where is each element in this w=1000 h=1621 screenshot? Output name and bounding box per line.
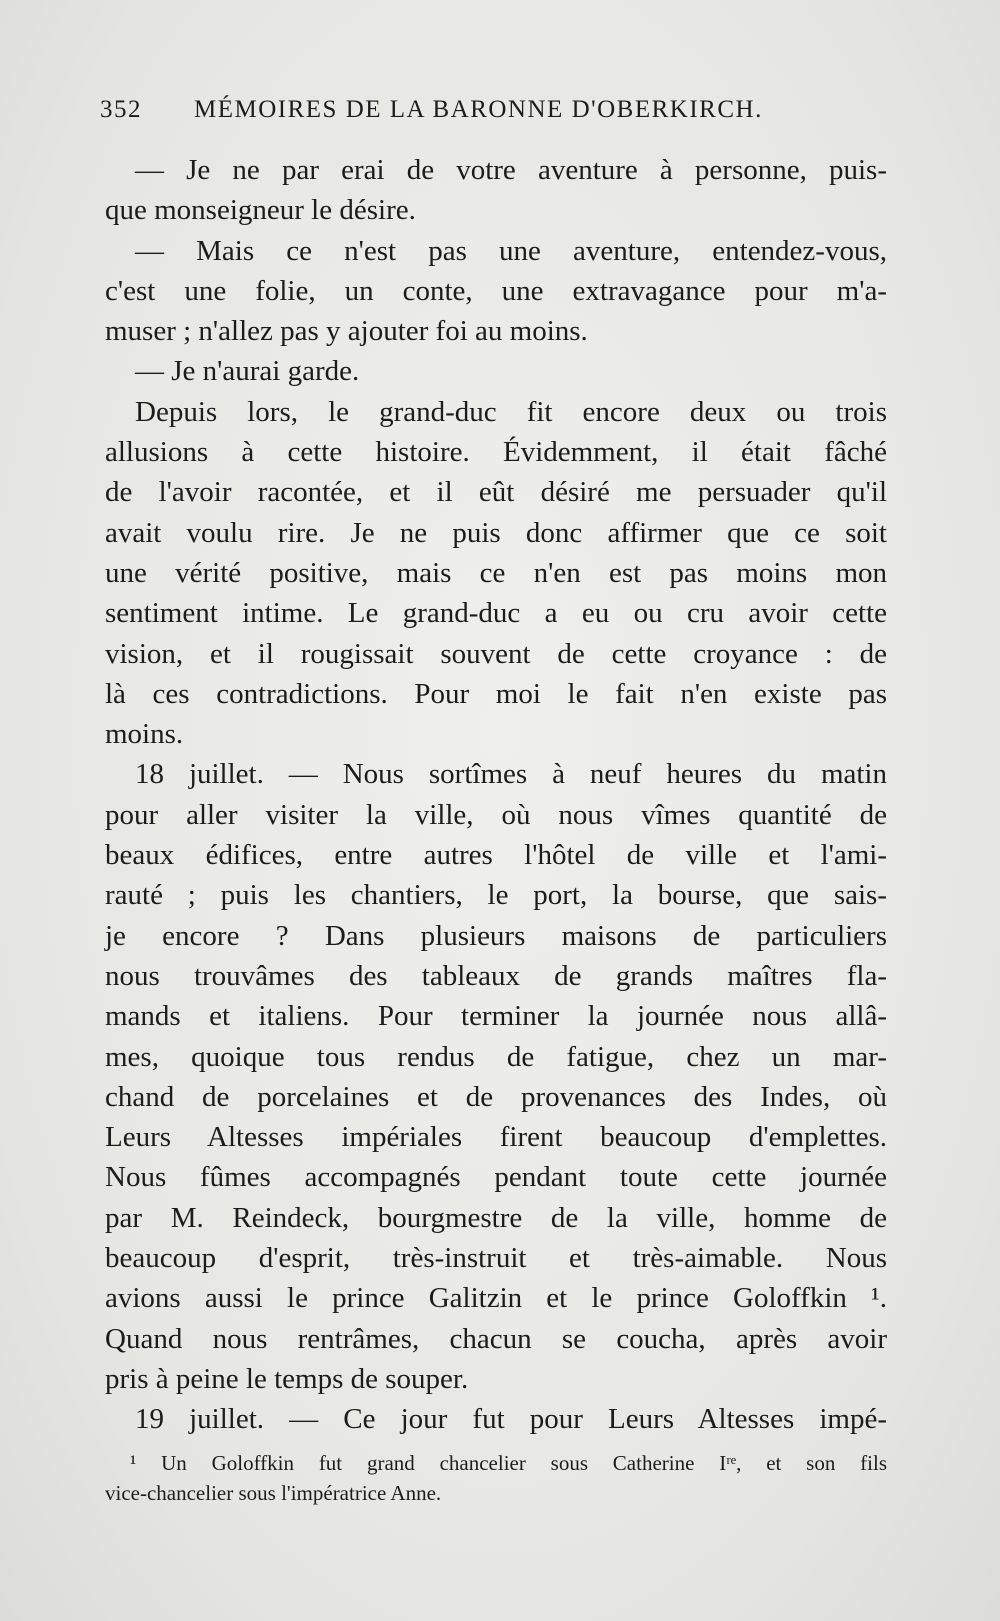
text-line: pris à peine le temps de souper. [105,1362,469,1395]
text-line: vision, et il rougissait souvent de cette croyance : de [105,637,887,670]
page-header [100,96,880,136]
text-line: moins. [105,718,184,751]
text-line: que monseigneur le désire. [105,194,416,227]
text-line: beaucoup d'esprit, très-instruit et très-aimable. Nous [105,1242,887,1275]
text-line: chand de porcelaines et de provenances des Indes, où [105,1080,887,1113]
text-line: sentiment intime. Le grand-duc a eu ou cru avoir cette [105,597,887,630]
text-line: — Je ne par erai de votre aventure à personne, puis- [135,154,887,186]
footnote-separator [105,1440,887,1448]
text-line: avait voulu rire. Je ne puis donc affirmer que ce soit [105,516,887,549]
text-line: Leurs Altesses impériales firent beaucoup d'emplettes. [105,1121,887,1154]
text-line: Nous fûmes accompagnés pendant toute cette journée [105,1161,887,1194]
text-line: je encore ? Dans plusieurs maisons de particuliers [105,919,887,952]
page-number: 352 [100,96,142,123]
text-line: muser ; n'allez pas y ajouter foi au moins. [105,315,588,348]
text-line: — Mais ce n'est pas une aventure, entendez-vous, [135,234,887,267]
text-line: Depuis lors, le grand-duc fit encore deux ou trois [135,395,887,428]
text-line: Quand nous rentrâmes, chacun se coucha, après avoir [105,1322,887,1355]
text-line: — Je n'aurai garde. [135,355,360,388]
text-line: c'est une folie, un conte, une extravagance pour m'a- [105,274,887,307]
text-line: 19 juillet. — Ce jour fut pour Leurs Altesses impé- [135,1403,887,1436]
text-line: allusions à cette histoire. Évidemment, il était fâché [105,436,887,469]
text-line: nous trouvâmes des tableaux de grands maîtres fla- [105,959,887,992]
text-line: par M. Reindeck, bourgmestre de la ville, homme de [105,1201,887,1234]
body-text [105,150,887,1508]
text-line: mes, quoique tous rendus de fatigue, chez un mar- [105,1040,887,1073]
text-line: mands et italiens. Pour terminer la journée nous allâ- [105,1000,887,1033]
text-line: 18 juillet. — Nous sortîmes à neuf heures du matin [135,758,887,791]
text-line: de l'avoir racontée, et il eût désiré me persuader qu'il [105,476,887,509]
footnote-line: vice-chancelier sous l'impératrice Anne. [105,1480,442,1505]
text-line: beaux édifices, entre autres l'hôtel de ville et l'ami- [105,839,887,872]
text-line: avions aussi le prince Galitzin et le prince Goloffkin ¹. [105,1282,887,1315]
text-line: là ces contradictions. Pour moi le fait n'en existe pas [105,677,887,710]
running-title: MÉMOIRES DE LA BARONNE D'OBERKIRCH. [194,96,763,123]
text-line: une vérité positive, mais ce n'en est pas moins mon [105,556,887,589]
footnote-line: ¹ Un Goloffkin fut grand chancelier sous Catherine Iʳᵉ, et son fils [130,1450,887,1475]
text-line: rauté ; puis les chantiers, le port, la bourse, que sais- [105,879,887,912]
text-line: pour aller visiter la ville, où nous vîmes quantité de [105,798,887,831]
